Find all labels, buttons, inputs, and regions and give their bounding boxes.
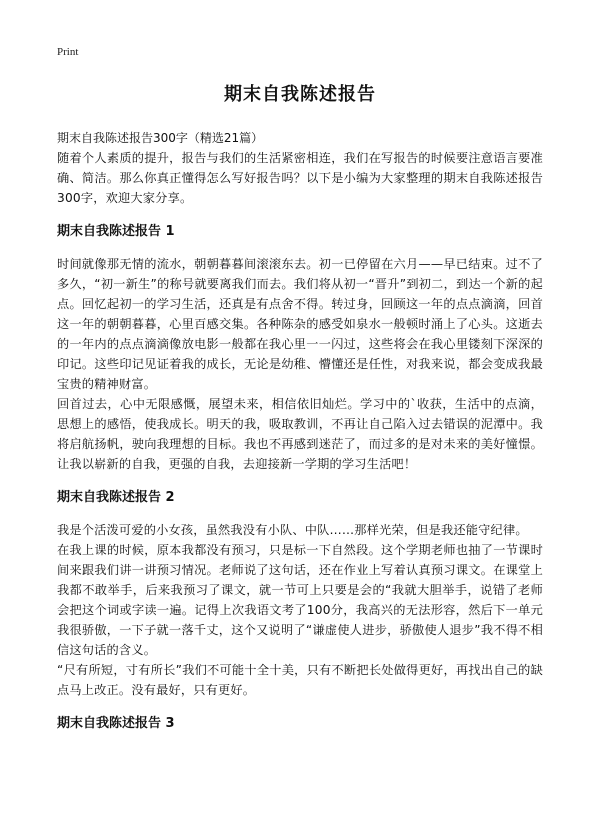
section-2-paragraph-1: 我是个活泼可爱的小女孩，虽然我没有小队、中队……那样光荣，但是我还能守纪律。 — [57, 523, 528, 537]
print-link[interactable]: Print — [57, 46, 79, 58]
section-1-heading: 期末自我陈述报告 1 — [57, 224, 175, 239]
section-2-paragraph-2: 在我上课的时候，原本我都没有预习，只是标一下自然段。这个学期老师也抽了一节课时间来跟我们讲一讲预习情况。老师说了这句话，还在作业上写着认真预习课文。在课堂上我都不敢举手，后来我预习了课文，就一节可上只要是会的“我就大胆举手，说错了老师会把这个词或字读一遍。记得上次我语文考了100分，我高兴的无法形容，然后下一单元我很骄傲，一下子就一落千丈，这个又说明了“谦虚使人进步，骄傲使人退步”我不得不相信这句话的含义。 — [57, 543, 543, 657]
section-1-paragraph-1: 时间就像那无情的流水，朝朝暮暮间滚滚东去。初一已停留在六月——早已结束。过不了多久，“初一新生”的称号就要离我们而去。我们将从初一“晋升”到初二，到达一个新的起点。回忆起初一的学习生活，还真是有点舍不得。转过身，回顾这一年的点点滴滴，回首这一年的朝朝暮暮，心里百感交集。各种陈杂的感受如泉水一般顿时涌上了心头。这逝去的一年内的点点滴滴像放电影一般都在我心里一一闪过，这些将会在我心里镂刻下深深的印记。这些印记见证着我的成长，无论是幼稚、懵懂还是任性，对我来说，都会变成我最宝贵的精神财富。 — [57, 257, 543, 391]
document-subtitle: 期末自我陈述报告300字（精选21篇） — [57, 131, 264, 145]
intro-paragraph: 随着个人素质的提升，报告与我们的生活紧密相连，我们在写报告的时候要注意语言要准确、简洁。那么你真正懂得怎么写好报告吗？以下是小编为大家整理的期末自我陈述报告300字，欢迎大家分享。 — [57, 151, 543, 205]
page-title: 期末自我陈述报告 — [224, 84, 376, 105]
section-3-heading: 期末自我陈述报告 3 — [57, 716, 175, 731]
section-2-heading: 期末自我陈述报告 2 — [57, 490, 175, 505]
section-2-paragraph-3: “尺有所短，寸有所长”我们不可能十全十美，只有不断把长处做得更好，再找出自己的缺点马上改正。没有最好，只有更好。 — [57, 663, 543, 697]
section-1-paragraph-2: 回首过去，心中无限感慨，展望未来，相信依旧灿烂。学习中的`收获，生活中的点滴，思想上的感悟，使我成长。明天的我，吸取教训，不再让自己陷入过去错误的泥潭中。我将启航扬帆，驶向我理想的目标。我也不再感到迷茫了，而过多的是对未来的美好憧憬。让我以崭新的自我，更强的自我，去迎接新一学期的学习生活吧！ — [57, 397, 543, 471]
